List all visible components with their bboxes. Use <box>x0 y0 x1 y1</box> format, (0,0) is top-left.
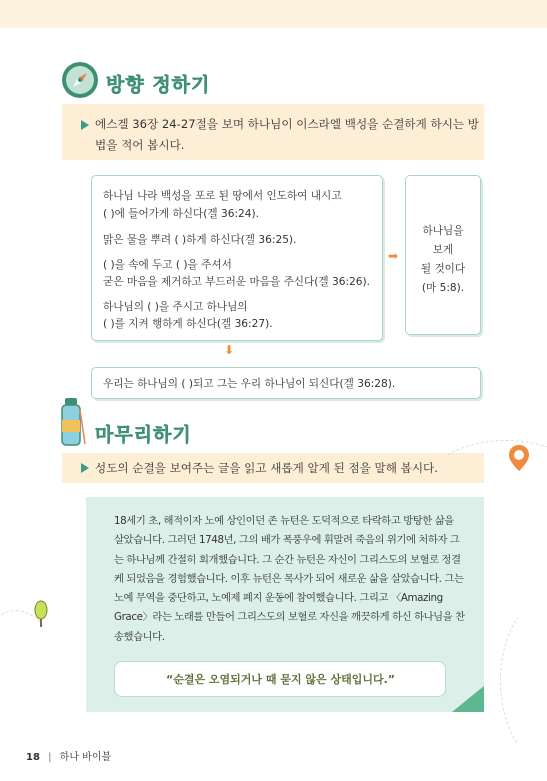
fill-line: ( )에 들어가게 하신다(겔 36:24). <box>103 208 259 220</box>
fill-line: ( )을 속에 두고 ( )을 주셔서 <box>103 259 232 271</box>
bullet-triangle-icon <box>81 120 89 130</box>
story-text: 18세기 초, 해적이자 노예 상인이던 존 뉴턴은 도덕적으로 타락하고 방탕한 삶을 살았습니다. 그러던 1748년, 그의 배가 폭풍우에 휘말려 죽음의 위기에 처하자 그는 하나님께 간절히 회개했습니다. 그 순간 뉴턴은 자신이 그리스도의 보혈로 정결케 되었음을 경험했습니다. 이후 뉴턴은 목사가 되어 새로운 삶을 살았습니다. 그는 노예 무역을 중단하고, 노예제 폐지 운동에 참여했습니다. 그리고 〈Amazing Grace〉라는 노래를 만들어 그리스도의 보혈로 자신을 깨끗하게 하신 하나님을 찬송했습니다. <box>114 515 465 643</box>
fill-line: 하나님의 ( )을 주시고 하나님의 <box>103 301 248 313</box>
book-title: 하나 바이블 <box>59 752 112 763</box>
conclusion-text: 우리는 하나님의 ( )되고 그는 우리 하나님이 되신다(겔 36:28). <box>103 378 396 390</box>
water-bottle-icon <box>56 396 86 448</box>
result-line: 하나님을 <box>422 225 464 237</box>
arrow-right-icon: ➡ <box>388 249 399 263</box>
fill-line: 굳은 마음을 제거하고 부드러운 마음을 주신다(겔 36:26). <box>103 276 371 288</box>
footer-separator: | <box>48 752 52 763</box>
page-footer <box>26 748 111 763</box>
fill-line: 맑은 물을 뿌려 ( )하게 하신다(겔 36:25). <box>103 234 297 246</box>
arrow-down-icon: ⬇ <box>224 343 235 357</box>
decor-dashed-line <box>500 600 547 762</box>
result-text <box>407 222 479 298</box>
result-line: 될 것이다 <box>420 263 466 275</box>
question-text: 성도의 순결을 보여주는 글을 읽고 새롭게 알게 된 점을 말해 봅시다. <box>95 461 438 475</box>
top-decor-band <box>0 0 547 28</box>
quote-text: “순결은 오염되거나 때 묻지 않은 상태입니다.” <box>165 673 396 686</box>
tree-icon <box>33 600 49 628</box>
bullet-triangle-icon <box>81 463 89 473</box>
fill-line: ( )를 지켜 행하게 하신다(겔 36:27). <box>103 318 273 330</box>
decor-dashed-line <box>0 610 62 762</box>
section-title-wrapup: 마무리하기 <box>95 424 192 446</box>
result-line: (마 5:8). <box>421 282 465 294</box>
section-title-direction: 방향 정하기 <box>106 74 211 96</box>
panel-corner-fold <box>452 686 484 712</box>
compass-icon <box>60 60 100 100</box>
page-number: 18 <box>26 752 40 763</box>
fill-line: 하나님 나라 백성을 포로 된 땅에서 인도하여 내시고 <box>103 190 342 202</box>
result-line: 보게 <box>432 244 454 256</box>
question-text: 에스겔 36장 24-27절을 보며 하나님이 이스라엘 백성을 순결하게 하시는 방법을 적어 봅시다. <box>95 117 479 152</box>
